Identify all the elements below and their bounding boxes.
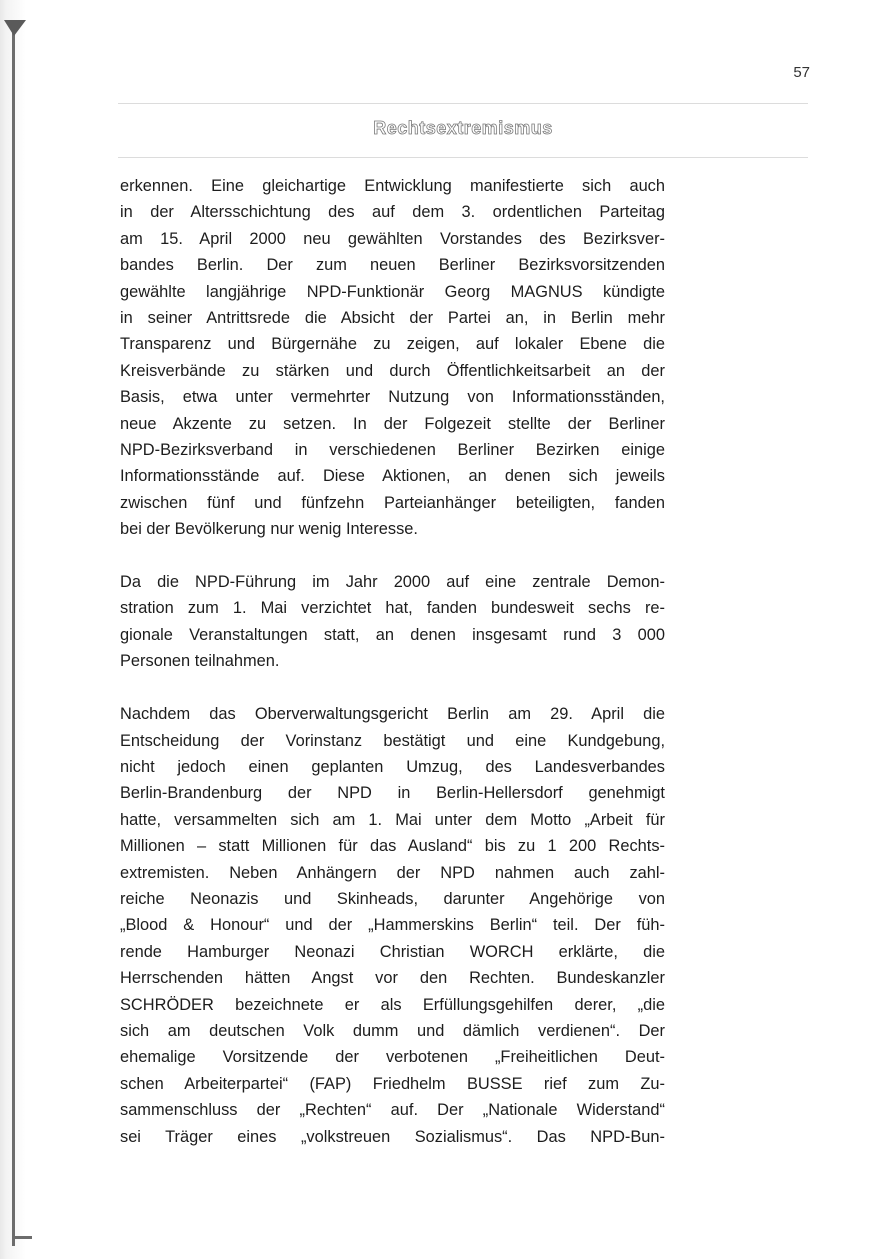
paragraph [120,173,665,543]
text-line: „Blood & Honour“ und der „Hammerskins Berlin“ teil. Der füh- [120,916,665,935]
text-line: am 15. April 2000 neu gewählten Vorstandes des Bezirksver- [120,229,665,248]
text-line: SCHRÖDER bezeichnete er als Erfüllungsgehilfen derer, „die [120,995,665,1014]
text-line: hatte, versammelten sich am 1. Mai unter dem Motto „Arbeit für [120,810,665,829]
text-line: gionale Veranstaltungen statt, an denen insgesamt rund 3 000 [120,625,665,644]
text-line: zwischen fünf und fünfzehn Parteianhänger beteiligten, fanden [120,493,665,512]
header-rule-bottom [118,157,808,158]
text-line: in seiner Antrittsrede die Absicht der Partei an, in Berlin mehr [120,309,665,328]
running-head: Rechtsextremismus [373,118,553,138]
text-line: sammenschluss der „Rechten“ auf. Der „Nationale Widerstand“ [120,1101,665,1120]
page-number: 57 [793,64,810,81]
paragraph [120,701,665,1150]
text-line: neue Akzente zu setzen. In der Folgezeit stellte der Berliner [120,414,665,433]
text-line: erkennen. Eine gleichartige Entwicklung manifestierte sich auch [120,177,665,195]
text-line: NPD-Bezirksverband in verschiedenen Berliner Bezirken einige [120,441,665,460]
text-line: bei der Bevölkerung nur wenig Interesse. [120,520,418,539]
header-rule-top [118,103,808,104]
text-line: Herrschenden hätten Angst vor den Rechten. Bundeskanzler [120,969,665,988]
text-line: rende Hamburger Neonazi Christian WORCH erklärte, die [120,942,665,961]
text-line: Informationsstände auf. Diese Aktionen, an denen sich jeweils [120,467,665,486]
crop-corner-mark [4,14,26,36]
text-line: Basis, etwa unter vermehrter Nutzung von Informationsständen, [120,388,665,407]
body-text [120,173,665,1176]
text-line: ehemalige Vorsitzende der verbotenen „Freiheitlichen Deut- [120,1048,665,1067]
text-line: reiche Neonazis und Skinheads, darunter Angehörige von [120,889,665,908]
text-line: gewählte langjährige NPD-Funktionär Georg MAGNUS kündigte [120,282,665,301]
text-line: bandes Berlin. Der zum neuen Berliner Bezirksvorsitzenden [120,256,665,275]
text-line: Da die NPD-Führung im Jahr 2000 auf eine zentrale Demon- [120,573,665,592]
crop-bottom-mark [12,1236,32,1239]
text-line: Personen teilnahmen. [120,652,280,671]
paragraph [120,569,665,675]
text-line: Entscheidung der Vorinstanz bestätigt und eine Kundgebung, [120,731,665,750]
text-line: schen Arbeiterpartei“ (FAP) Friedhelm BUSSE rief zum Zu- [120,1074,665,1093]
text-line: Millionen – statt Millionen für das Ausland“ bis zu 1 200 Rechts- [120,837,665,856]
text-line: Kreisverbände zu stärken und durch Öffentlichkeitsarbeit an der [120,361,665,380]
text-line: Nachdem das Oberverwaltungsgericht Berlin am 29. April die [120,705,665,724]
text-line: Transparenz und Bürgernähe zu zeigen, auf lokaler Ebene die [120,335,665,354]
text-line: sei Träger eines „volkstreuen Sozialismus“. Das NPD-Bun- [120,1127,665,1146]
text-line: sich am deutschen Volk dumm und dämlich verdienen“. Der [120,1021,665,1040]
text-line: nicht jedoch einen geplanten Umzug, des Landesverbandes [120,757,665,776]
text-line: in der Altersschichtung des auf dem 3. ordentlichen Parteitag [120,203,665,222]
binding-edge-line [12,26,15,1246]
text-line: Berlin-Brandenburg der NPD in Berlin-Hellersdorf genehmigt [120,784,665,803]
text-line: extremisten. Neben Anhängern der NPD nahmen auch zahl- [120,863,665,882]
text-line: stration zum 1. Mai verzichtet hat, fanden bundesweit sechs re- [120,599,665,618]
